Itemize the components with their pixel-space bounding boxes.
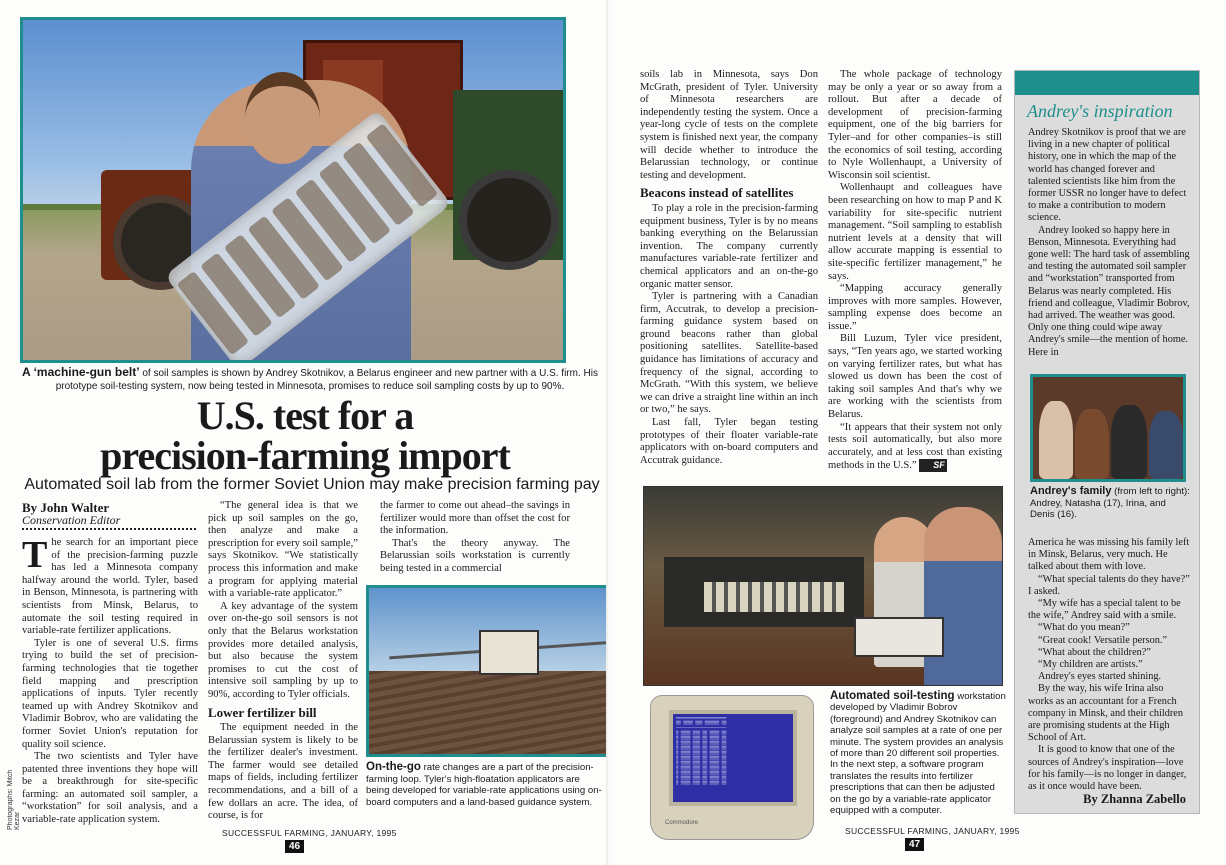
andrey-skotnikov-figure	[924, 507, 1002, 686]
paragraph: Andrey looked so happy here in Benson, Minnesota. Everything had gone well: The hard task of assembling and testing the automated soil sampler and “workstation” transported from Belarus was nearly completed. His friend and colleague, Vladimir Bobrov, had arrived. The weather was good. Only one thing could wipe away Andrey's smile—the mention of home. Here in	[1028, 224, 1190, 358]
paragraph: By the way, his wife Irina also works as an accountant for a French company in Minsk, and their children are promising students at the High School of Art.	[1028, 683, 1183, 744]
family-member-figure	[1149, 411, 1183, 479]
paragraph: soils lab in Minnesota, says Don McGrath, president of Tyler. University of Minnesota researchers are independently testing the system. Once a year-long cycle of tests on the complete system is finished next year, the company will decide whether to introduce the Belarussian technology, or continue testing and development.	[640, 69, 818, 181]
paragraph: America he was missing his family left in Minsk, Belarus, very much. He talked about them with love.	[1028, 537, 1190, 573]
paragraph: Tyler is one of several U.S. firms trying to build the set of precision-farming technologies that tie together field mapping and prescription applications of inputs. Tyler recently teamed up with Andrey Skotnikov and Vladimir Bobrov, who are validating the former Soviet Union's reputation for quality soil science.	[22, 637, 198, 750]
article-column-4	[640, 69, 818, 467]
paragraph: Tyler is partnering with a Canadian firm, Accutrak, to develop a precision-farming guidance system based on ground beacons rather than global positioning satellites. Satellite-based guidance has limitations of accuracy and frequency of the signal, according to McGrath. “With this system, we believe we can drive a straight line within an inch or two,” he says.	[640, 291, 818, 416]
paragraph: “The general idea is that we pick up soil samples on the go, then analyze and make a prescription for every soil sample,” says Skotnikov. “We statistically process this information and make a program for applying material with a variable-rate applicator.”	[208, 500, 358, 600]
article-column-1	[22, 534, 198, 827]
deck: Automated soil lab from the former Soviet Union may make precision farming pay	[24, 476, 600, 493]
paragraph: That's the theory anyway. The Belarussian soils workstation is currently being tested in a commercial	[380, 537, 570, 574]
headline-line-2: precision-farming import	[100, 433, 510, 478]
paragraph	[22, 534, 198, 638]
byline: By John Walter	[22, 500, 110, 515]
sprayer-caption-lead: On-the-go	[366, 761, 421, 773]
page-number: 47	[905, 838, 924, 851]
paragraph: The equipment needed in the Belarussian system is likely to be the fertilizer dealer's investment. The farmer would see detailed maps of fields, including fertilizer recommendations, and a bill of a few dollars an acre. The idea, of course, is for	[208, 722, 358, 822]
monitor-brand: Commodore	[665, 820, 699, 826]
paragraph: “Great cook! Versatile person.”	[1038, 634, 1168, 646]
workstation-caption-text: workstation developed by Vladimir Bobrov (foreground) and Andrey Skotnikov can analyze soil samples at a rate of one per minute. The system provides an analysis of more than 20 different soil properties. In the next step, a software program translates the results into fertilizer prescriptions that can then be adjusted on the go by a variable-rate applicator equipped with a computer.	[830, 691, 1006, 817]
paragraph: Bill Luzum, Tyler vice president, says, “Ten years ago, we started working on varying fertilizer rates, but what has slowed us down has been the cost of taking soil samples And that's why we are working with the scientists from Belarus.	[828, 333, 1002, 421]
photo-soil	[369, 671, 629, 754]
sidebar-text-bottom	[1028, 537, 1190, 793]
sidebar-text-top	[1028, 127, 1190, 359]
machine-gun-belt-photo	[20, 17, 566, 363]
workstation-caption	[830, 691, 1008, 816]
soil-workstation-photo	[643, 486, 1003, 686]
sprayer-caption	[366, 762, 606, 808]
paragraph: the farmer to come out ahead–the savings in fertilizer would more than offset the cost for the information.	[380, 500, 570, 537]
sidebar-byline: By Zhanna Zabello	[1083, 792, 1186, 806]
paragraph: Andrey's eyes started shining.	[1038, 671, 1162, 683]
paragraph: “Mapping accuracy generally improves with more samples. However, sampling expense does become an issue.”	[828, 283, 1002, 332]
photo-credit: Photographs: Mitch Kezar	[7, 769, 21, 830]
paragraph: Andrey Skotnikov is proof that we are living in a new chapter of political history, one in which the map of the world has changed forever and talented scientists like him from the former USSR no longer have to defect to make a contribution to modern science.	[1028, 127, 1187, 224]
paragraph	[828, 422, 1002, 473]
hero-caption-text: of soil samples is shown by Andrey Skotnikov, a Belarus engineer and new partner with a U.S. firm. His prototype soil-testing system, now being tested in Minnesota, promises to reduce soil sampling costs by up to 90%.	[55, 368, 598, 392]
article-column-2	[208, 500, 358, 823]
family-caption	[1030, 486, 1190, 521]
paragraph: The whole package of technology may be only a year or so away from a rollout. But after a decade of development of precision-farming equipment, one of the big barriers for Tyler–and for other companies–is still the economics of soil testing, according to Nyle Wollenhaupt, a University of Wisconsin soil scientist.	[828, 69, 1002, 181]
sample-tray	[854, 617, 944, 657]
family-member-figure	[1111, 405, 1147, 479]
left-page	[0, 0, 608, 865]
hero-caption	[20, 366, 600, 393]
family-caption-lead: Andrey's family	[1030, 485, 1112, 497]
page-footer: SUCCESSFUL FARMING, JANUARY, 1995	[845, 826, 1020, 836]
article-column-5	[828, 69, 1002, 473]
family-photo	[1030, 374, 1186, 482]
paragraph: “My wife has a special talent to be the wife,” Andrey said with a smile.	[1028, 598, 1181, 622]
headline-line-1: U.S. test for a	[196, 393, 414, 438]
sidebar-title: Andrey's inspiration	[1027, 101, 1173, 121]
computer-monitor	[650, 695, 814, 840]
article-column-3	[380, 500, 570, 576]
green-tractor-wheel	[459, 170, 559, 270]
page-footer: SUCCESSFUL FARMING, JANUARY, 1995	[222, 828, 397, 838]
sf-end-mark: SF	[919, 459, 947, 472]
paragraph: “My children are artists.”	[1038, 659, 1143, 671]
paragraph: “What special talents do they have?” I asked.	[1028, 573, 1190, 597]
sprayer-photo	[366, 585, 632, 757]
paragraph-text: “It appears that their system not only tests soil automatically, but also more accurately, and at less cost than existing methods in the U.S.”	[828, 421, 1002, 472]
dropcap: T	[22, 534, 48, 576]
paragraph: A key advantage of the system over on-the-go soil sensors is not only that the Belarus workstation provides more detailed analysis, but also because the system promises to cut the cost of intensive soil sampling by up to 90%, according to Tyler officials.	[208, 600, 358, 700]
paragraph: Last fall, Tyler began testing prototypes of their floater variable-rate applicators with on-board computers and Accutrak guidance.	[640, 417, 818, 466]
paragraph: Wollenhaupt and colleagues have been researching on how to map P and K variability for site-specific nutrient management. “Soil sampling to establish nutrient levels at a density that will allow accurate mapping is essential to site-specific fertilizer management,” he says.	[828, 182, 1002, 282]
paragraph: It is good to know that one of the sources of Andrey's inspiration—love for his family—is no longer in danger, as it once would have been.	[1028, 744, 1187, 793]
sample-tubes	[704, 582, 844, 612]
family-member-figure	[1075, 409, 1109, 479]
byline-title: Conservation Editor	[22, 513, 121, 527]
dotted-rule	[22, 528, 196, 530]
floater-applicator	[479, 630, 539, 675]
andrey-head	[245, 72, 320, 164]
sidebar-header-bar	[1015, 71, 1199, 95]
sprayer-caption-text: rate changes are a part of the precision-farming loop. Tyler's high-floatation applicators are being developed for variable-rate applications using on-board computers and a land-based guidance system.	[366, 762, 602, 808]
monitor-screen: ═════════════════════ ▒▒ ▒▒▒▒ ▒▒▒ ▒▒▒▒▒▒ ▒▒ ───────────────────── ▒ ▒▒▒▒ ▒▒▒ ▒▒ ▒▒▒▒ ▒▒ ▒ ▒▒▒▒ ▒▒▒ ▒▒ ▒▒▒▒ ▒▒ ▒ ▒▒▒▒ ▒▒▒ ▒▒ ▒▒▒▒ ▒▒ ▒ ▒▒▒▒ ▒▒▒ ▒▒ ▒▒▒▒ ▒▒ ▒ ▒▒▒▒ ▒▒▒ ▒▒ ▒▒▒▒ ▒▒ ▒ ▒▒▒▒ ▒▒▒ ▒▒ ▒▒▒▒ ▒▒ ▒ ▒▒▒▒ ▒▒▒ ▒▒ ▒▒▒▒ ▒▒ ▒ ▒▒▒▒ ▒▒▒ ▒▒ ▒▒▒▒ ▒▒ ▒ ▒▒▒▒ ▒▒▒ ▒▒ ▒▒▒▒ ▒▒ ▒ ▒▒▒▒ ▒▒▒ ▒▒ ▒▒▒▒ ▒▒ ▒ ▒▒▒▒ ▒▒▒ ▒▒ ▒▒▒▒ ▒▒	[669, 710, 797, 806]
headline	[40, 393, 570, 478]
family-member-figure	[1039, 401, 1073, 479]
paragraph: To play a role in the precision-farming equipment business, Tyler is by no means banking everything on the Belarussian invention. The company currently manufactures variable-rate fertilizer and chemical applicators and an on-the-go organic matter sensor.	[640, 202, 818, 290]
subheading: Lower fertilizer bill	[208, 704, 317, 720]
paragraph: “What about the children?”	[1038, 646, 1151, 658]
workstation-caption-lead: Automated soil-testing	[830, 690, 955, 702]
family-caption-text: (from left to right): Andrey, Natasha (17), Irina, and Denis (16).	[1030, 486, 1190, 521]
paragraph: “What do you mean?”	[1038, 622, 1130, 634]
paragraph-text: he search for an important piece of the precision-farming puzzle has led a Minnesota company halfway around the world. Tyler, based in Benson, Minnesota, is partnering with scientists from Minsk, Belarus, to automate the soil testing required in variable-rate fertilizer applications.	[22, 537, 198, 637]
page-number: 46	[285, 840, 304, 853]
paragraph: The two scientists and Tyler have patented three inventions they hope will be a breakthrough for site-specific farming: an automated soil sampler, a “workstation” for soil analysis, and a variable-rate application system.	[22, 751, 198, 826]
subheading: Beacons instead of satellites	[640, 185, 794, 201]
hero-caption-lead: A ‘machine-gun belt’	[22, 365, 140, 379]
